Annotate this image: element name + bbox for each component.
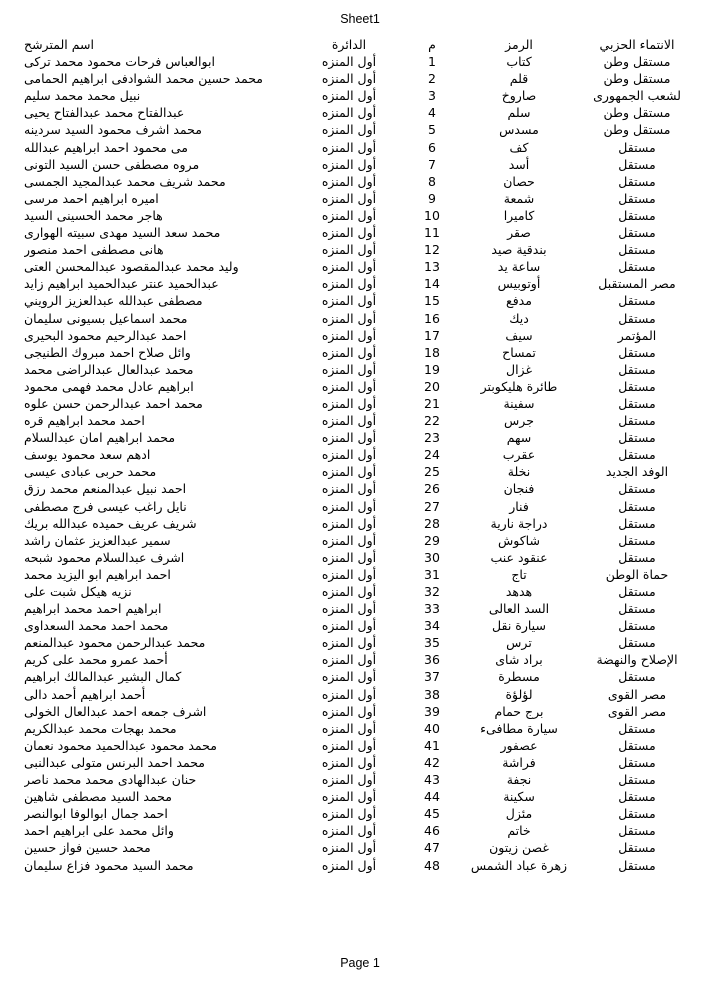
cell-symbol: سفينة — [503, 395, 535, 411]
cell-party: مستقل — [618, 310, 656, 326]
cell-party: مستقل — [618, 857, 656, 873]
cell-candidate-name: احمد جمال ابوالوفا ابوالنصر — [24, 806, 168, 822]
cell-symbol: جرس — [504, 413, 534, 429]
cell-candidate-name: محمد شريف محمد عبدالمجيد الجمسى — [24, 173, 226, 189]
cell-district: أول المنزه — [321, 806, 377, 822]
cell-district: أول المنزه — [321, 310, 377, 326]
cell-candidate-name: محمد اسماعيل بسيونى سليمان — [24, 310, 188, 326]
table-row — [24, 429, 696, 446]
cell-number: 27 — [424, 498, 440, 514]
cell-district: أول المنزه — [321, 54, 377, 70]
table-body — [24, 53, 696, 874]
cell-party: مستقل — [618, 156, 656, 172]
cell-number: 30 — [424, 549, 440, 565]
cell-symbol: فنجان — [503, 481, 535, 497]
cell-party: مستقل — [618, 430, 656, 446]
cell-symbol: سكينة — [503, 789, 535, 805]
cell-number: 38 — [424, 686, 440, 702]
cell-candidate-name: احمد محمد ابراهيم قره — [24, 413, 145, 429]
cell-number: 14 — [424, 276, 440, 292]
cell-district: أول المنزه — [321, 190, 377, 206]
table-row — [24, 583, 696, 600]
cell-symbol: لؤلؤة — [505, 686, 533, 702]
cell-party: مستقل — [618, 378, 656, 394]
column-header-district: الدائرة — [331, 37, 367, 52]
cell-number: 35 — [424, 635, 440, 651]
cell-party: مستقل — [618, 139, 656, 155]
cell-symbol: صقر — [507, 225, 531, 241]
cell-candidate-name: ابوالعباس فرحات محمود محمد تركى — [24, 54, 215, 70]
cell-symbol: أوتوبيس — [497, 276, 541, 292]
cell-symbol: مسدس — [499, 122, 539, 138]
cell-district: أول المنزه — [321, 823, 377, 839]
cell-candidate-name: مى محمود احمد ابراهيم عبدالله — [24, 139, 188, 155]
cell-number: 7 — [428, 156, 436, 172]
cell-party: مستقل — [618, 823, 656, 839]
cell-candidate-name: محمد عبدالرحمن محمود عبدالمنعم — [24, 635, 206, 651]
cell-symbol: عنقود عنب — [490, 549, 548, 565]
cell-candidate-name: حنان عبدالهادى محمد محمد ناصر — [24, 772, 197, 788]
cell-party: مستقل — [618, 737, 656, 753]
cell-district: أول المنزه — [321, 139, 377, 155]
table-row — [24, 207, 696, 224]
cell-district: أول المنزه — [321, 686, 377, 702]
cell-symbol: سهم — [506, 430, 532, 446]
cell-district: أول المنزه — [321, 549, 377, 565]
cell-party: مستقل — [618, 481, 656, 497]
cell-district: أول المنزه — [321, 105, 377, 121]
cell-number: 31 — [424, 566, 440, 582]
cell-symbol: زهرة عباد الشمس — [470, 857, 568, 873]
cell-district: أول المنزه — [321, 413, 377, 429]
cell-symbol: هدهد — [505, 584, 533, 599]
cell-district: أول المنزه — [321, 618, 377, 634]
cell-number: 16 — [424, 310, 440, 326]
cell-candidate-name: كمال البشير عبدالمالك ابراهيم — [24, 669, 182, 685]
cell-symbol: السد العالى — [488, 601, 550, 617]
cell-party: مستقل — [618, 720, 656, 736]
cell-district: أول المنزه — [321, 447, 377, 463]
cell-number: 47 — [424, 840, 440, 856]
table-row — [24, 668, 696, 685]
table-row — [24, 190, 696, 207]
table-row — [24, 344, 696, 361]
cell-candidate-name: وائل محمد على ابراهيم احمد — [24, 823, 174, 839]
cell-number: 45 — [424, 806, 440, 822]
cell-number: 44 — [424, 789, 440, 805]
cell-symbol: فنار — [509, 498, 529, 514]
table-row — [24, 515, 696, 532]
cell-candidate-name: محمد اشرف محمود السيد سردينه — [24, 122, 202, 138]
table-row — [24, 549, 696, 566]
cell-district: أول المنزه — [321, 840, 377, 856]
cell-party: مستقل — [618, 635, 656, 651]
cell-district: أول المنزه — [321, 635, 377, 651]
cell-symbol: طائرة هليكوبتر — [480, 378, 558, 394]
cell-district: أول المنزه — [321, 88, 377, 104]
cell-number: 3 — [428, 88, 436, 104]
table-row — [24, 480, 696, 497]
cell-district: أول المنزه — [321, 703, 377, 719]
cell-party: مستقل — [618, 806, 656, 822]
cell-candidate-name: أحمد ابراهيم أحمد دالى — [24, 686, 146, 702]
cell-district: أول المنزه — [321, 207, 377, 223]
cell-candidate-name: محمد احمد عبدالرحمن حسن علوه — [24, 395, 203, 411]
cell-candidate-name: مصطفى عبدالله عبدالعزيز الرويني — [24, 293, 203, 309]
table-row — [24, 805, 696, 822]
table-row — [24, 121, 696, 138]
cell-number: 28 — [424, 515, 440, 531]
cell-party: مستقل — [618, 789, 656, 805]
cell-number: 4 — [428, 105, 436, 121]
table-row — [24, 788, 696, 805]
cell-party: مستقل — [618, 669, 656, 685]
cell-symbol: سيارة مطافىء — [480, 720, 558, 736]
cell-candidate-name: محمد احمد محمد السعداوى — [24, 618, 169, 634]
cell-district: أول المنزه — [321, 361, 377, 377]
cell-candidate-name: محمد حربى عبادى عيسى — [24, 464, 157, 480]
cell-symbol: فراشة — [502, 754, 536, 770]
cell-candidate-name: محمد السيد محمود فزاع سليمان — [24, 857, 194, 873]
table-row — [24, 634, 696, 651]
cell-party: مستقل — [618, 754, 656, 770]
cell-party: مستقل — [618, 225, 656, 241]
cell-symbol: برج حمام — [494, 703, 544, 719]
cell-district: أول المنزه — [321, 430, 377, 446]
cell-number: 11 — [424, 225, 440, 241]
cell-symbol: سيف — [505, 327, 533, 343]
cell-party: مستقل — [618, 395, 656, 411]
cell-symbol: ساعة يد — [497, 259, 541, 275]
table-row — [24, 275, 696, 292]
cell-number: 19 — [424, 361, 440, 377]
cell-party: مستقل — [618, 259, 656, 275]
column-header-number: م — [428, 37, 436, 52]
cell-candidate-name: نبيل محمد محمد سليم — [24, 88, 141, 104]
cell-number: 43 — [424, 772, 440, 788]
cell-symbol: مدفع — [506, 293, 532, 309]
table-row — [24, 737, 696, 754]
cell-party: مستقل — [618, 584, 656, 599]
cell-district: أول المنزه — [321, 566, 377, 582]
table-row — [24, 53, 696, 70]
table-row — [24, 703, 696, 720]
cell-number: 13 — [424, 259, 440, 275]
cell-district: أول المنزه — [321, 789, 377, 805]
table-row — [24, 686, 696, 703]
table-row — [24, 173, 696, 190]
cell-district: أول المنزه — [321, 532, 377, 548]
cell-party: الوفد الجديد — [605, 464, 669, 480]
cell-party: مستقل — [618, 361, 656, 377]
cell-district: أول المنزه — [321, 259, 377, 275]
cell-number: 39 — [424, 703, 440, 719]
cell-symbol: مسطرة — [498, 669, 540, 685]
cell-district: أول المنزه — [321, 720, 377, 736]
cell-party: مستقل — [618, 840, 656, 856]
table-row — [24, 463, 696, 480]
cell-candidate-name: احمد عبدالرحيم محمود البحيرى — [24, 327, 187, 343]
cell-symbol: أسد — [508, 156, 530, 172]
cell-candidate-name: محمد السيد مصطفى شاهين — [24, 789, 172, 805]
column-header-symbol: الرمز — [505, 37, 533, 52]
column-header-party: الانتماء الحزبي — [599, 37, 675, 52]
table-row — [24, 310, 696, 327]
cell-district: أول المنزه — [321, 601, 377, 617]
cell-candidate-name: محمد حسين محمد الشوادفى ابراهيم الحمامى — [24, 71, 263, 87]
cell-symbol: كاميرا — [503, 207, 535, 223]
cell-party: مصر المستقبل — [598, 276, 676, 292]
cell-party: حماة الوطن — [605, 566, 669, 582]
table-row — [24, 839, 696, 856]
table-row — [24, 600, 696, 617]
cell-symbol: شاكوش — [498, 532, 540, 548]
cell-candidate-name: اميره ابراهيم احمد مرسى — [24, 190, 159, 206]
cell-number: 34 — [424, 618, 440, 634]
table-row — [24, 104, 696, 121]
cell-candidate-name: أحمد عمرو محمد على كريم — [24, 652, 168, 668]
cell-number: 40 — [424, 720, 440, 736]
cell-candidate-name: مروه مصطفى حسن السيد التونى — [24, 156, 200, 172]
cell-number: 42 — [424, 754, 440, 770]
cell-district: أول المنزه — [321, 344, 377, 360]
cell-number: 41 — [424, 737, 440, 753]
cell-number: 46 — [424, 823, 440, 839]
cell-party: مستقل — [618, 498, 656, 514]
column-header-candidate-name: اسم المترشح — [24, 37, 94, 52]
cell-symbol: عصفور — [500, 737, 538, 753]
cell-symbol: سلم — [507, 105, 531, 121]
table-row — [24, 87, 696, 104]
cell-number: 15 — [424, 293, 440, 309]
table-row — [24, 651, 696, 668]
cell-party: مستقل — [618, 344, 656, 360]
cell-party: المؤتمر — [617, 327, 657, 343]
cell-candidate-name: هانى مصطفى احمد منصور — [24, 242, 164, 258]
cell-candidate-name: احمد ابراهيم ابو اليزيد محمد — [24, 566, 171, 582]
cell-number: 12 — [424, 242, 440, 258]
cell-symbol: نخلة — [507, 464, 531, 480]
cell-district: أول المنزه — [321, 772, 377, 788]
cell-party: لشعب الجمهورى — [593, 88, 681, 104]
cell-candidate-name: وليد محمد عبدالمقصود عبدالمحسن العتى — [24, 259, 239, 275]
candidates-table — [24, 36, 696, 874]
cell-candidate-name: محمد سعد السيد مهدى سبيته الهوارى — [24, 225, 221, 241]
cell-number: 32 — [424, 584, 440, 599]
cell-number: 37 — [424, 669, 440, 685]
header-row — [24, 36, 696, 53]
cell-district: أول المنزه — [321, 737, 377, 753]
cell-party: مستقل وطن — [603, 122, 671, 138]
sheet-title: Sheet1 — [340, 12, 380, 26]
cell-number: 26 — [424, 481, 440, 497]
cell-candidate-name: محمد محمود عبدالحميد محمود نعمان — [24, 737, 217, 753]
cell-candidate-name: احمد نبيل عبدالمنعم محمد رزق — [24, 481, 187, 497]
cell-symbol: تاج — [511, 566, 527, 582]
cell-district: أول المنزه — [321, 515, 377, 531]
cell-party: مستقل — [618, 532, 656, 548]
cell-symbol: كف — [509, 139, 529, 155]
cell-candidate-name: محمد بهجات محمد عبدالكريم — [24, 720, 177, 736]
table-row — [24, 532, 696, 549]
cell-district: أول المنزه — [321, 857, 377, 873]
cell-district: أول المنزه — [321, 173, 377, 189]
cell-number: 18 — [424, 344, 440, 360]
cell-candidate-name: محمد حسين فواز حسين — [24, 840, 151, 856]
cell-party: مستقل — [618, 515, 656, 531]
cell-candidate-name: محمد ابراهيم امان عبدالسلام — [24, 430, 176, 446]
cell-party: مصر القوى — [607, 703, 667, 719]
cell-district: أول المنزه — [321, 395, 377, 411]
table-row — [24, 327, 696, 344]
cell-candidate-name: وائل صلاح احمد مبروك الطنيجى — [24, 344, 191, 360]
cell-party: مصر القوى — [607, 686, 667, 702]
cell-number: 21 — [424, 395, 440, 411]
cell-number: 1 — [428, 54, 436, 70]
table-row — [24, 258, 696, 275]
cell-number: 5 — [428, 122, 436, 138]
cell-number: 23 — [424, 430, 440, 446]
cell-symbol: ديك — [509, 310, 529, 326]
cell-district: أول المنزه — [321, 293, 377, 309]
cell-number: 8 — [428, 173, 436, 189]
cell-symbol: تمساح — [502, 344, 536, 360]
table-row — [24, 412, 696, 429]
cell-symbol: غزال — [506, 361, 532, 377]
table-row — [24, 395, 696, 412]
cell-party: مستقل — [618, 413, 656, 429]
cell-party: مستقل وطن — [603, 54, 671, 70]
cell-number: 2 — [428, 71, 436, 87]
cell-number: 20 — [424, 378, 440, 394]
cell-number: 36 — [424, 652, 440, 668]
cell-district: أول المنزه — [321, 327, 377, 343]
cell-number: 25 — [424, 464, 440, 480]
cell-district: أول المنزه — [321, 464, 377, 480]
cell-number: 33 — [424, 601, 440, 617]
table-row — [24, 70, 696, 87]
cell-district: أول المنزه — [321, 498, 377, 514]
cell-party: مستقل — [618, 293, 656, 309]
cell-district: أول المنزه — [321, 669, 377, 685]
cell-number: 29 — [424, 532, 440, 548]
cell-symbol: براد شاى — [495, 652, 543, 668]
cell-party: مستقل — [618, 190, 656, 206]
cell-party: مستقل — [618, 601, 656, 617]
cell-party: مستقل — [618, 207, 656, 223]
table-row — [24, 822, 696, 839]
cell-symbol: خاتم — [507, 823, 531, 839]
cell-candidate-name: نزيه هيكل شبت على — [24, 584, 132, 599]
cell-symbol: بندقية صيد — [491, 242, 547, 258]
cell-symbol: مئزل — [505, 806, 533, 822]
cell-district: أول المنزه — [321, 122, 377, 138]
cell-district: أول المنزه — [321, 481, 377, 497]
cell-symbol: قلم — [509, 71, 529, 87]
cell-number: 10 — [424, 207, 440, 223]
cell-district: أول المنزه — [321, 242, 377, 258]
cell-candidate-name: نايل راغب عيسى فرج مصطفى — [24, 498, 187, 514]
table-row — [24, 446, 696, 463]
cell-number: 22 — [424, 413, 440, 429]
cell-symbol: شمعة — [503, 190, 535, 206]
cell-number: 48 — [424, 857, 440, 873]
cell-district: أول المنزه — [321, 378, 377, 394]
cell-candidate-name: اشرف جمعه احمد عبدالعال الخولى — [24, 703, 207, 719]
cell-symbol: عقرب — [502, 447, 536, 463]
cell-number: 6 — [428, 139, 436, 155]
cell-district: أول المنزه — [321, 276, 377, 292]
cell-party: مستقل — [618, 447, 656, 463]
cell-party: مستقل — [618, 242, 656, 258]
table-row — [24, 156, 696, 173]
cell-party: مستقل وطن — [603, 71, 671, 87]
cell-symbol: غصن زيتون — [489, 840, 549, 856]
cell-district: أول المنزه — [321, 225, 377, 241]
cell-symbol: نجفة — [506, 772, 532, 788]
cell-candidate-name: اشرف عبدالسلام محمود شبحه — [24, 549, 185, 565]
table-row — [24, 617, 696, 634]
cell-district: أول المنزه — [321, 71, 377, 87]
cell-district: أول المنزه — [321, 652, 377, 668]
cell-number: 17 — [424, 327, 440, 343]
table-row — [24, 139, 696, 156]
cell-candidate-name: ابراهيم احمد محمد ابراهيم — [24, 601, 162, 617]
cell-symbol: حصان — [503, 173, 535, 189]
table-row — [24, 224, 696, 241]
cell-candidate-name: هاجر محمد الحسينى السيد — [24, 207, 163, 223]
cell-candidate-name: ادهم سعد محمود يوسف — [24, 447, 151, 463]
cell-party: مستقل — [618, 173, 656, 189]
cell-district: أول المنزه — [321, 584, 377, 599]
page-footer: Page 1 — [340, 956, 380, 970]
cell-candidate-name: محمد احمد البرنس متولى عبدالنبى — [24, 754, 205, 770]
table-row — [24, 361, 696, 378]
table-row — [24, 857, 696, 874]
cell-district: أول المنزه — [321, 754, 377, 770]
cell-candidate-name: محمد عبدالعال عبدالراضى محمد — [24, 361, 194, 377]
table-row — [24, 498, 696, 515]
cell-party: مستقل — [618, 772, 656, 788]
table-row — [24, 754, 696, 771]
cell-party: مستقل — [618, 618, 656, 634]
table-row — [24, 771, 696, 788]
cell-candidate-name: سمير عبدالعزيز عثمان راشد — [24, 532, 171, 548]
cell-candidate-name: عبدالحميد عنتر عبدالحميد ابراهيم زايد — [24, 276, 219, 292]
cell-symbol: ترس — [506, 635, 532, 651]
table-header — [24, 36, 696, 53]
table-row — [24, 292, 696, 309]
cell-party: مستقل وطن — [603, 105, 671, 121]
cell-symbol: صاروخ — [501, 88, 537, 104]
cell-number: 24 — [424, 447, 440, 463]
cell-candidate-name: شريف عريف حميده عبدالله بريك — [24, 515, 197, 531]
table-row — [24, 720, 696, 737]
cell-party: مستقل — [618, 549, 656, 565]
table-row — [24, 241, 696, 258]
cell-symbol: كتاب — [506, 54, 532, 70]
cell-symbol: دراجة نارية — [490, 515, 548, 531]
cell-symbol: سيارة نقل — [492, 618, 546, 634]
cell-number: 9 — [428, 190, 436, 206]
cell-candidate-name: ابراهيم عادل محمد فهمى محمود — [24, 378, 194, 394]
table-row — [24, 566, 696, 583]
cell-district: أول المنزه — [321, 156, 377, 172]
cell-party: الإصلاح والنهضة — [596, 652, 678, 668]
cell-candidate-name: عبدالفتاح محمد عبدالفتاح يحيى — [24, 105, 185, 121]
table-row — [24, 378, 696, 395]
